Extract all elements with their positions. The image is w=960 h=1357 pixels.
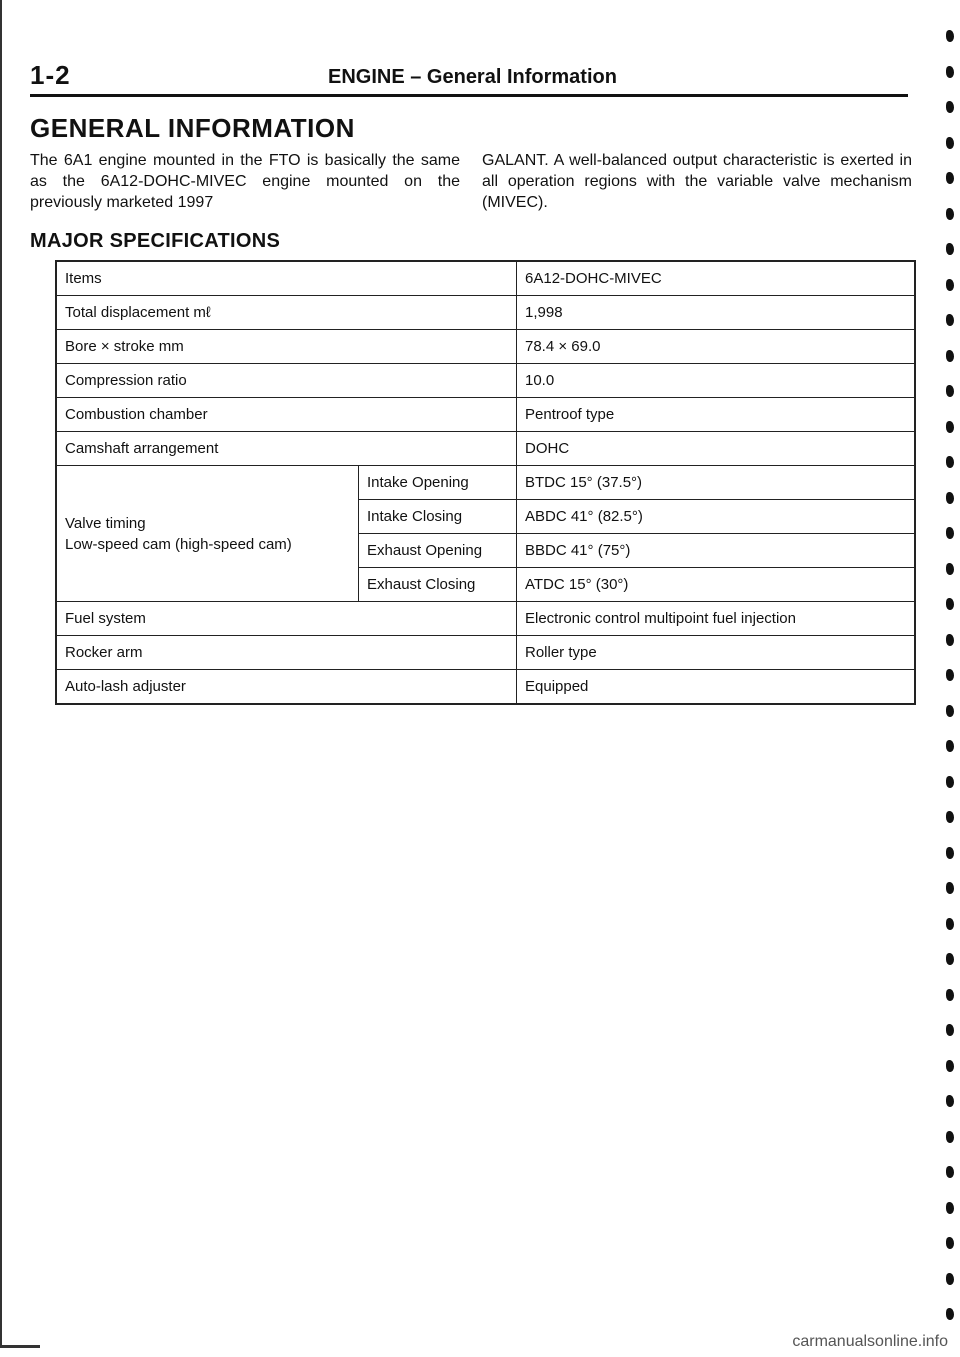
bottom-edge: [0, 1345, 40, 1348]
valve-event: Intake Closing: [359, 500, 517, 534]
scan-mark: [946, 243, 954, 255]
scan-mark: [946, 1273, 954, 1285]
watermark: carmanualsonline.info: [792, 1333, 948, 1350]
spec-item: Bore × stroke mm: [56, 330, 517, 364]
table-row: [56, 398, 915, 432]
spec-item: Rocker arm: [56, 636, 517, 670]
scan-mark: [946, 421, 954, 433]
scan-mark: [946, 669, 954, 681]
scan-mark: [946, 208, 954, 220]
spec-value: Roller type: [517, 636, 916, 670]
header-items: Items: [56, 261, 517, 296]
spec-item: Auto-lash adjuster: [56, 670, 517, 705]
scan-mark: [946, 847, 954, 859]
scan-mark: [946, 137, 954, 149]
scan-mark: [946, 1060, 954, 1072]
spec-value: 78.4 × 69.0: [517, 330, 916, 364]
spec-value: 10.0: [517, 364, 916, 398]
scan-mark: [946, 989, 954, 1001]
scan-mark: [946, 776, 954, 788]
scan-mark: [946, 705, 954, 717]
spec-item: Camshaft arrangement: [56, 432, 517, 466]
valve-event: Intake Opening: [359, 466, 517, 500]
valve-event-value: BTDC 15° (37.5°): [517, 466, 916, 500]
table-row: [56, 466, 915, 500]
running-title: ENGINE – General Information: [328, 66, 617, 88]
scan-mark: [946, 66, 954, 78]
table-row: [56, 670, 915, 705]
scan-mark: [946, 1131, 954, 1143]
page-number: 1-2: [30, 60, 71, 90]
scan-mark: [946, 563, 954, 575]
binding-edge: [0, 0, 2, 1345]
scan-mark: [946, 101, 954, 113]
scan-mark: [946, 456, 954, 468]
spec-item: Fuel system: [56, 602, 517, 636]
spec-value: Electronic control multipoint fuel injection: [517, 602, 916, 636]
scan-mark: [946, 634, 954, 646]
valve-event-value: BBDC 41° (75°): [517, 534, 916, 568]
table-header-row: [56, 261, 915, 296]
scan-mark: [946, 1308, 954, 1320]
header-rule: [30, 94, 908, 97]
table-row: [56, 602, 915, 636]
scan-mark: [946, 492, 954, 504]
scan-mark: [946, 598, 954, 610]
valve-event-value: ABDC 41° (82.5°): [517, 500, 916, 534]
table-row: [56, 636, 915, 670]
scan-mark: [946, 350, 954, 362]
intro-paragraph-left: The 6A1 engine mounted in the FTO is basically the same as the 6A12-DOHC-MIVEC engine mounted on the previously marketed 1997: [30, 152, 460, 211]
scan-mark: [946, 882, 954, 894]
table-row: [56, 330, 915, 364]
header-engine: 6A12-DOHC-MIVEC: [517, 261, 916, 296]
scan-mark: [946, 953, 954, 965]
valve-event: Exhaust Opening: [359, 534, 517, 568]
scan-mark: [946, 527, 954, 539]
scan-mark: [946, 314, 954, 326]
table-row: [56, 432, 915, 466]
scan-mark: [946, 1237, 954, 1249]
scan-mark: [946, 279, 954, 291]
spec-value: Pentroof type: [517, 398, 916, 432]
scan-mark: [946, 172, 954, 184]
valve-event: Exhaust Closing: [359, 568, 517, 602]
table-row: [56, 364, 915, 398]
spec-item: Total displacement mℓ: [56, 296, 517, 330]
valve-timing-line1: Valve timing: [65, 514, 146, 532]
spec-item: Combustion chamber: [56, 398, 517, 432]
scan-edge-marks: [938, 0, 960, 1357]
section-title: GENERAL INFORMATION: [30, 113, 355, 143]
spec-value: 1,998: [517, 296, 916, 330]
spec-value: Equipped: [517, 670, 916, 705]
subsection-title: MAJOR SPECIFICATIONS: [30, 230, 281, 252]
intro-paragraph-right: GALANT. A well-balanced output characteristic is exerted in all operation regions with the variable valve mechanism (MIVEC).: [482, 152, 912, 211]
scan-mark: [946, 1202, 954, 1214]
scan-mark: [946, 1166, 954, 1178]
spec-value: DOHC: [517, 432, 916, 466]
valve-event-value: ATDC 15° (30°): [517, 568, 916, 602]
scan-mark: [946, 1095, 954, 1107]
scan-mark: [946, 1024, 954, 1036]
valve-timing-line2: Low-speed cam (high-speed cam): [65, 535, 292, 553]
table-row: [56, 296, 915, 330]
scan-mark: [946, 918, 954, 930]
scan-mark: [946, 740, 954, 752]
scan-mark: [946, 811, 954, 823]
scan-mark: [946, 385, 954, 397]
spec-item: Compression ratio: [56, 364, 517, 398]
valve-timing-label: [56, 466, 359, 602]
specifications-table: [55, 260, 916, 705]
scan-mark: [946, 30, 954, 42]
